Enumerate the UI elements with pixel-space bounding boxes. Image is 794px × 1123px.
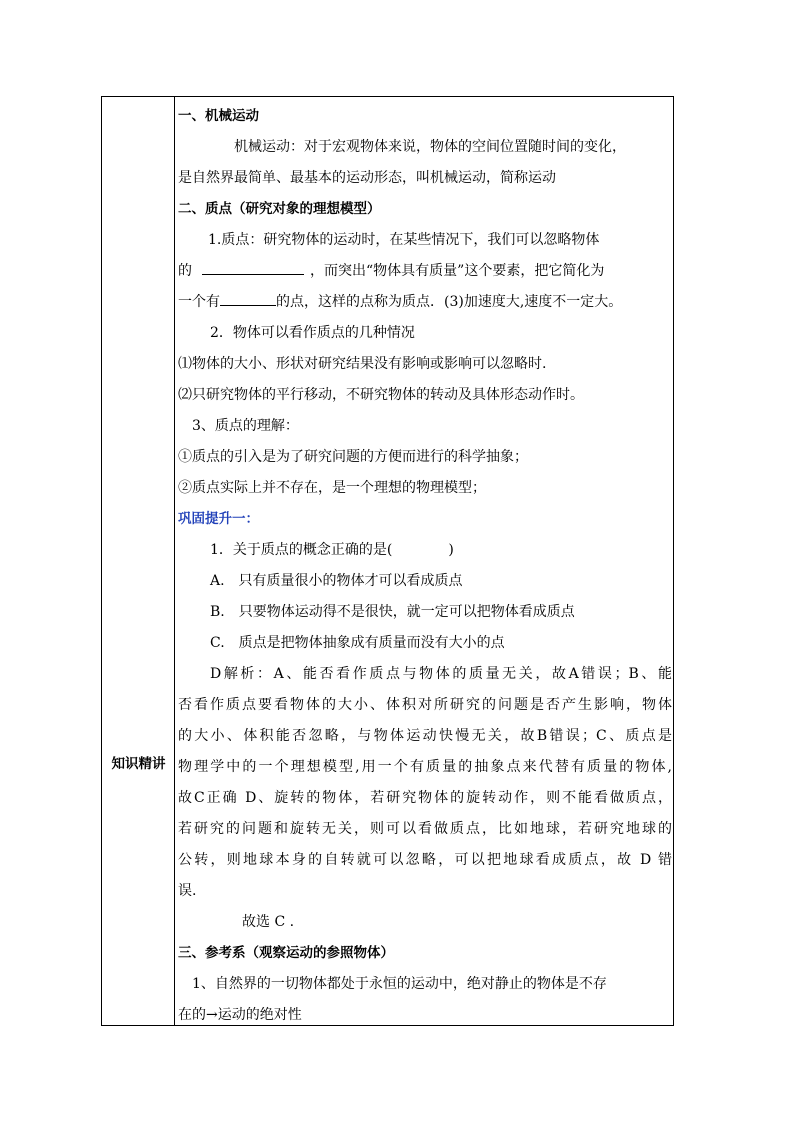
mass-point-definition-line2 bbox=[178, 256, 672, 287]
fill-blank bbox=[202, 259, 304, 275]
text-fragment: 一个有 bbox=[178, 294, 220, 310]
option-a: A. 只有质量很小的物体才可以看成质点 bbox=[210, 573, 463, 589]
mass-point-understanding-2: ②质点实际上并不存在，是一个理想的物理模型； bbox=[178, 480, 486, 496]
analysis-line: 误. bbox=[178, 883, 197, 899]
analysis-line: 若研究的问题和旋转无关，则可以看做质点，比如地球，若研究地球的 bbox=[178, 821, 672, 837]
answer-line: 故选 C . bbox=[242, 914, 295, 930]
mass-point-case-2: ⑵只研究物体的平行移动，不研究物体的转动及具体形态动作时。 bbox=[178, 387, 584, 403]
mass-point-understanding-title: 3、质点的理解： bbox=[192, 418, 299, 434]
mass-point-case-1: ⑴物体的大小、形状对研究结果没有影响或影响可以忽略时. bbox=[178, 356, 547, 372]
analysis-line: 否看作质点要看物体的大小、体积对所研究的问题是否产生影响，物体 bbox=[178, 697, 672, 713]
fill-blank bbox=[220, 290, 276, 306]
mass-point-definition-line1: 1.质点：研究物体的运动时，在某些情况下，我们可以忽略物体 bbox=[208, 232, 600, 248]
mass-point-definition-line3 bbox=[178, 287, 672, 318]
section-heading-mechanical-motion: 一、机械运动 bbox=[178, 108, 259, 124]
analysis-line: D解析：A、能否看作质点与物体的质量无关，故A错误；B、能 bbox=[210, 666, 672, 682]
side-label-cell bbox=[102, 97, 175, 1025]
question-text: 1．关于质点的概念正确的是( ) bbox=[210, 542, 454, 558]
analysis-line: 的大小、体积能否忽略，与物体运动快慢无关，故B错误；C、质点是 bbox=[178, 728, 672, 744]
option-b: B. 只要物体运动得不是很快，就一定可以把物体看成质点 bbox=[210, 604, 575, 620]
section-heading-mass-point: 二、质点（研究对象的理想模型） bbox=[178, 201, 381, 217]
knowledge-table bbox=[101, 96, 674, 1026]
analysis-line: 故C正确 D、旋转的物体，若研究物体的旋转动作，则不能看做质点， bbox=[178, 790, 672, 806]
mechanical-motion-definition-line2: 是自然界最简单、最基本的运动形态，叫机械运动，简称运动 bbox=[178, 170, 556, 186]
analysis-line: 公转，则地球本身的自转就可以忽略，可以把地球看成质点，故 D 错 bbox=[178, 852, 672, 868]
mass-point-understanding-1: ①质点的引入是为了研究问题的方便而进行的科学抽象； bbox=[178, 449, 528, 465]
mechanical-motion-definition-line1: 机械运动：对于宏观物体来说，物体的空间位置随时间的变化， bbox=[234, 139, 626, 155]
text-fragment: ，而突出“物体具有质量”这个要素，把它简化为 bbox=[310, 263, 605, 279]
consolidate-heading: 巩固提升一： bbox=[178, 511, 259, 527]
reference-frame-line1: 1、自然界的一切物体都处于永恒的运动中，绝对静止的物体是不存 bbox=[192, 976, 607, 992]
reference-frame-line2: 在的→运动的绝对性 bbox=[178, 1007, 302, 1023]
text-fragment: 的点，这样的点称为质点．(3)加速度大,速度不一定大。 bbox=[276, 294, 623, 310]
text-fragment: 的 bbox=[178, 263, 192, 279]
content-cell bbox=[178, 101, 672, 1031]
option-c: C. 质点是把物体抽象成有质量而没有大小的点 bbox=[210, 635, 505, 651]
side-label: 知识精讲 bbox=[111, 756, 166, 772]
section-heading-reference-frame: 三、参考系（观察运动的参照物体） bbox=[178, 945, 394, 961]
mass-point-cases-title: 2．物体可以看作质点的几种情况 bbox=[210, 325, 415, 341]
analysis-line: 物理学中的一个理想模型,用一个有质量的抽象点来代替有质量的物体, bbox=[178, 759, 672, 775]
